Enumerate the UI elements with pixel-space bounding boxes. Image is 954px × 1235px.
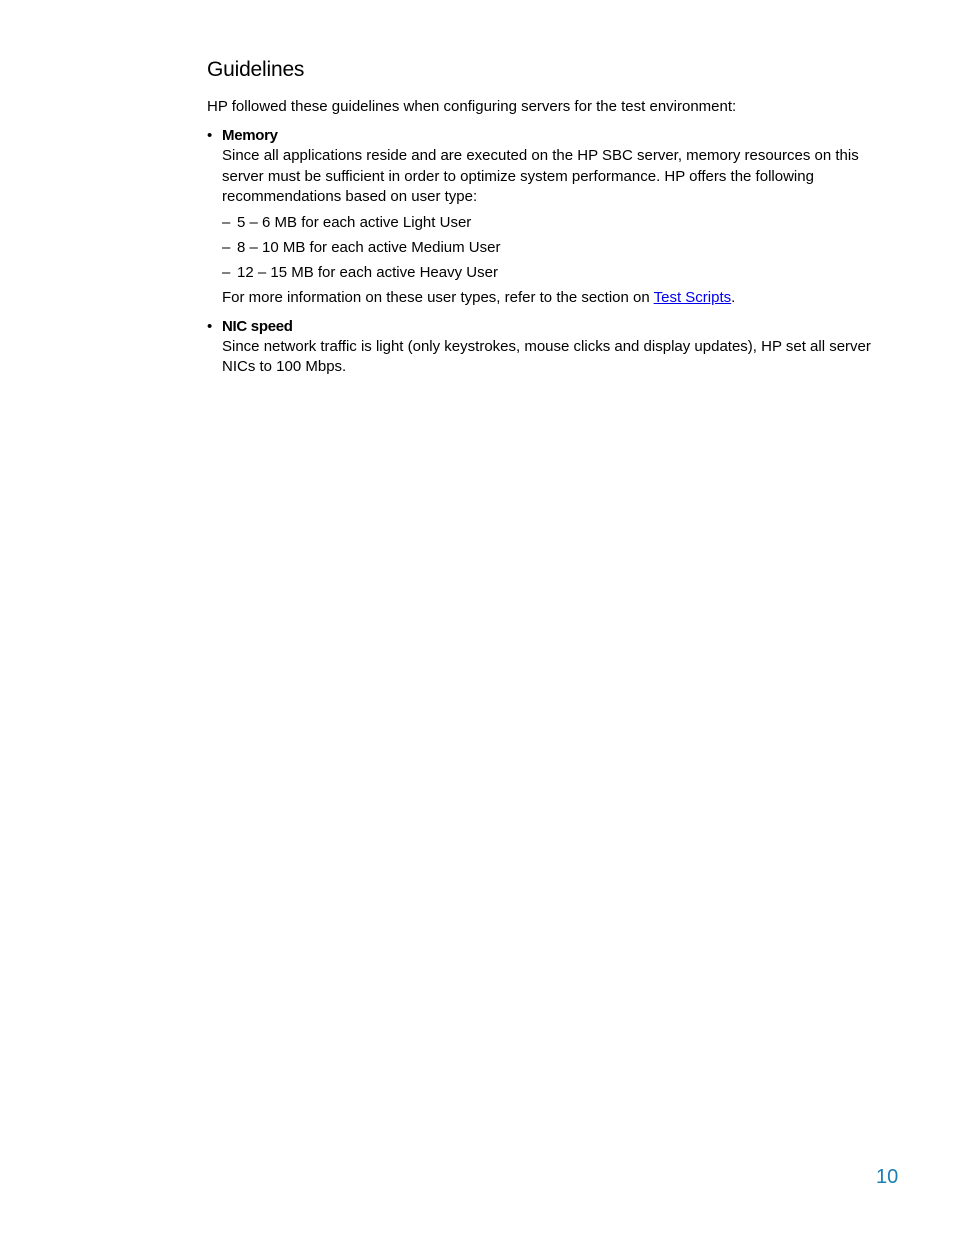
- memory-recommendations: [222, 213, 887, 283]
- memory-description: Since all applications reside and are executed on the HP SBC server, memory resources on this server must be sufficient in order to optimize system performance. HP offers the following recommendations based on user type:: [222, 147, 859, 205]
- bullet-icon: •: [207, 127, 213, 144]
- page-content: [207, 56, 887, 387]
- sub-list-item: [222, 213, 887, 233]
- sub-item-text: 12 – 15 MB for each active Heavy User: [237, 263, 498, 281]
- more-info-paragraph: [222, 288, 887, 308]
- section-heading: Guidelines: [207, 58, 305, 81]
- dash-icon: –: [222, 238, 231, 256]
- list-item-nic-speed: [207, 317, 887, 378]
- page-number: 10: [876, 1166, 899, 1188]
- sub-list-item: [222, 263, 887, 283]
- sub-item-text: 8 – 10 MB for each active Medium User: [237, 238, 501, 256]
- bullet-icon: •: [207, 317, 213, 335]
- dash-icon: –: [222, 213, 231, 231]
- bullet-title-memory: Memory: [222, 127, 278, 144]
- sub-item-text: 5 – 6 MB for each active Light User: [237, 213, 472, 231]
- intro-paragraph: HP followed these guidelines when configuring servers for the test environment:: [207, 98, 737, 115]
- bullet-title-nic-speed: NIC speed: [222, 317, 293, 335]
- more-info-suffix: .: [731, 288, 736, 306]
- sub-list-item: [222, 238, 887, 258]
- dash-icon: –: [222, 263, 231, 281]
- more-info-prefix: For more information on these user types, refer to the section on: [222, 288, 654, 306]
- guidelines-list: [207, 126, 887, 378]
- nic-speed-description: Since network traffic is light (only keystrokes, mouse clicks and display updates), HP set all server NICs to 100 Mbps.: [222, 337, 871, 375]
- list-item-memory: [207, 126, 887, 308]
- test-scripts-link[interactable]: Test Scripts: [653, 288, 732, 306]
